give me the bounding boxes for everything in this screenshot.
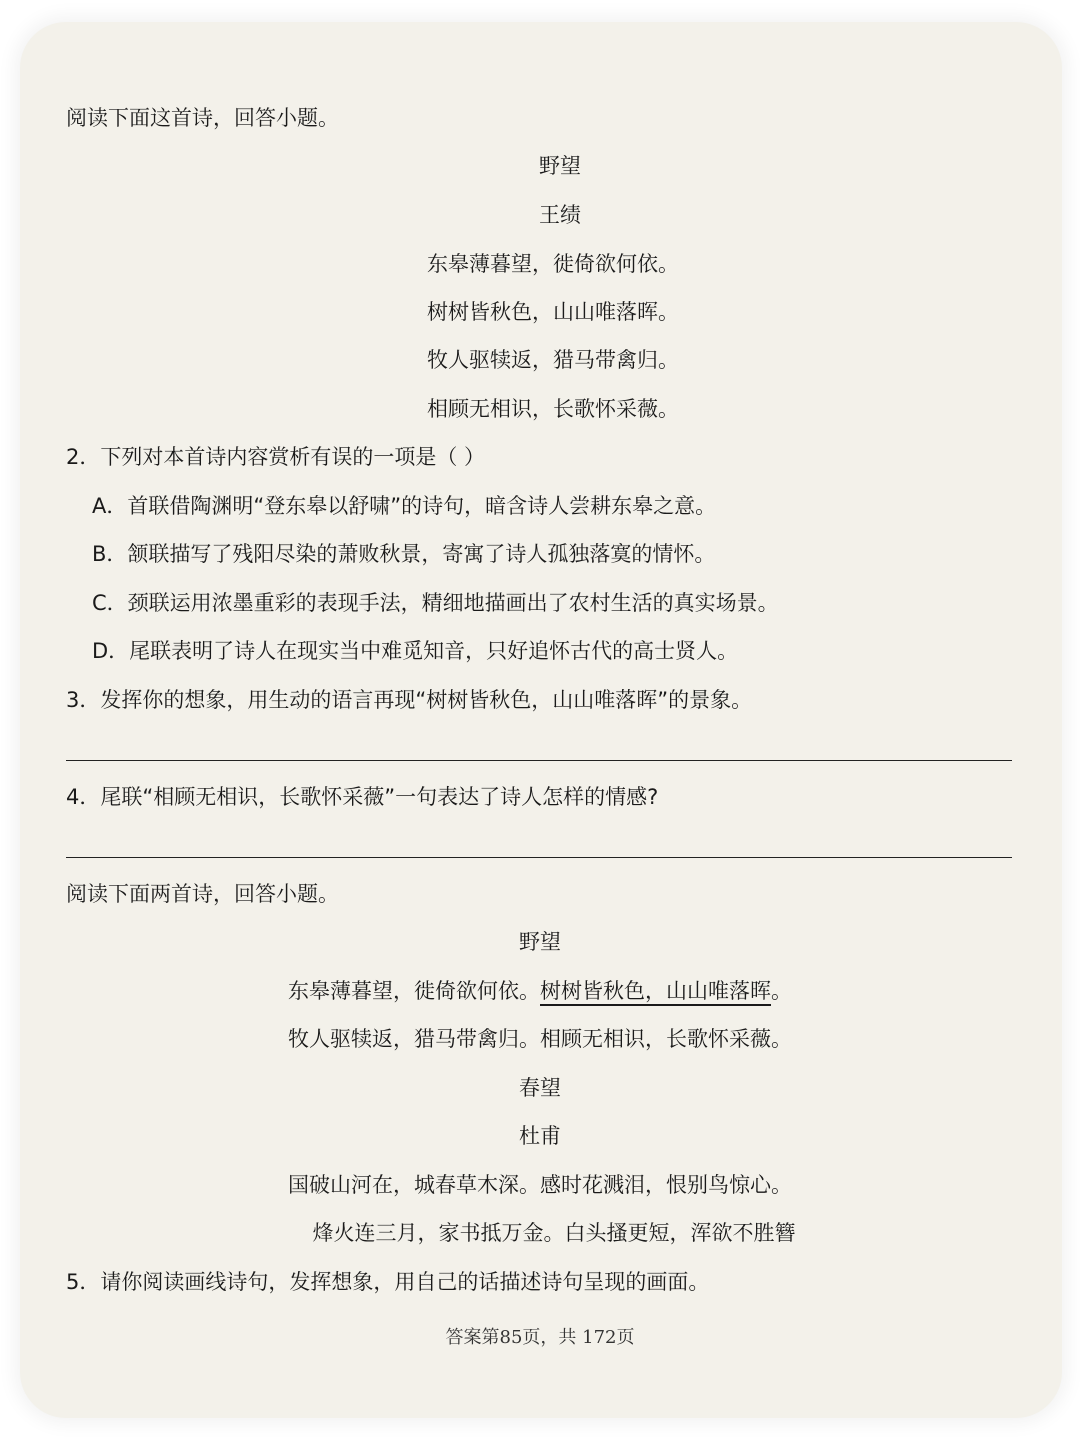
poem2-line1: 国破山河在，城春草木深。感时花溅泪，恨别鸟惊心。 — [288, 1173, 792, 1197]
option-d: D．尾联表明了诗人在现实当中难觅知音，只好追怀古代的高士贤人。 — [92, 639, 739, 663]
poem1-line2: 牧人驱犊返，猎马带禽归。相顾无相识，长歌怀采薇。 — [288, 1027, 792, 1051]
poem1-line1-start: 东皋薄暮望，徙倚欲何依。 — [288, 979, 540, 1003]
poem2-author: 杜甫 — [519, 1124, 561, 1148]
poem-line: 东皋薄暮望，徙倚欲何依。 — [427, 252, 679, 276]
page-footer: 答案第85页，共 172页 — [445, 1327, 635, 1348]
section1-intro: 阅读下面这首诗，回答小题。 — [66, 106, 339, 130]
section2-intro: 阅读下面两首诗，回答小题。 — [66, 882, 339, 906]
poem-line: 树树皆秋色，山山唯落晖。 — [427, 300, 679, 324]
paper-page — [20, 22, 1062, 1418]
poem-line: 牧人驱犊返，猎马带禽归。 — [427, 348, 679, 372]
answer-line-q3[interactable] — [66, 760, 1012, 761]
poem-title: 野望 — [539, 154, 581, 178]
option-a: A．首联借陶渊明“登东皋以舒啸”的诗句，暗含诗人尝耕东皋之意。 — [92, 494, 717, 518]
poem1-line1-end: 。 — [771, 979, 792, 1003]
answer-line-q4[interactable] — [66, 857, 1012, 858]
question-4-stem: 4．尾联“相顾无相识，长歌怀采薇”一句表达了诗人怎样的情感? — [66, 785, 659, 809]
poem1-title: 野望 — [519, 930, 561, 954]
underlined-verse: 树树皆秋色，山山唯落晖 — [540, 979, 771, 1003]
question-5-stem: 5．请你阅读画线诗句，发挥想象，用自己的话描述诗句呈现的画面。 — [66, 1270, 710, 1294]
question-2-stem: 2．下列对本首诗内容赏析有误的一项是（ ） — [66, 445, 486, 469]
poem-author: 王绩 — [539, 203, 581, 227]
poem1-line1 — [0, 976, 1080, 1006]
question-3-stem: 3．发挥你的想象，用生动的语言再现“树树皆秋色，山山唯落晖”的景象。 — [66, 688, 753, 712]
option-c: C．颈联运用浓墨重彩的表现手法，精细地描画出了农村生活的真实场景。 — [92, 591, 779, 615]
option-b: B．颔联描写了残阳尽染的萧败秋景，寄寓了诗人孤独落寞的情怀。 — [92, 542, 716, 566]
poem2-title: 春望 — [519, 1076, 561, 1100]
poem2-line2: 烽火连三月，家书抵万金。白头搔更短，浑欲不胜簪 — [312, 1221, 796, 1245]
poem-line: 相顾无相识，长歌怀采薇。 — [427, 397, 679, 421]
